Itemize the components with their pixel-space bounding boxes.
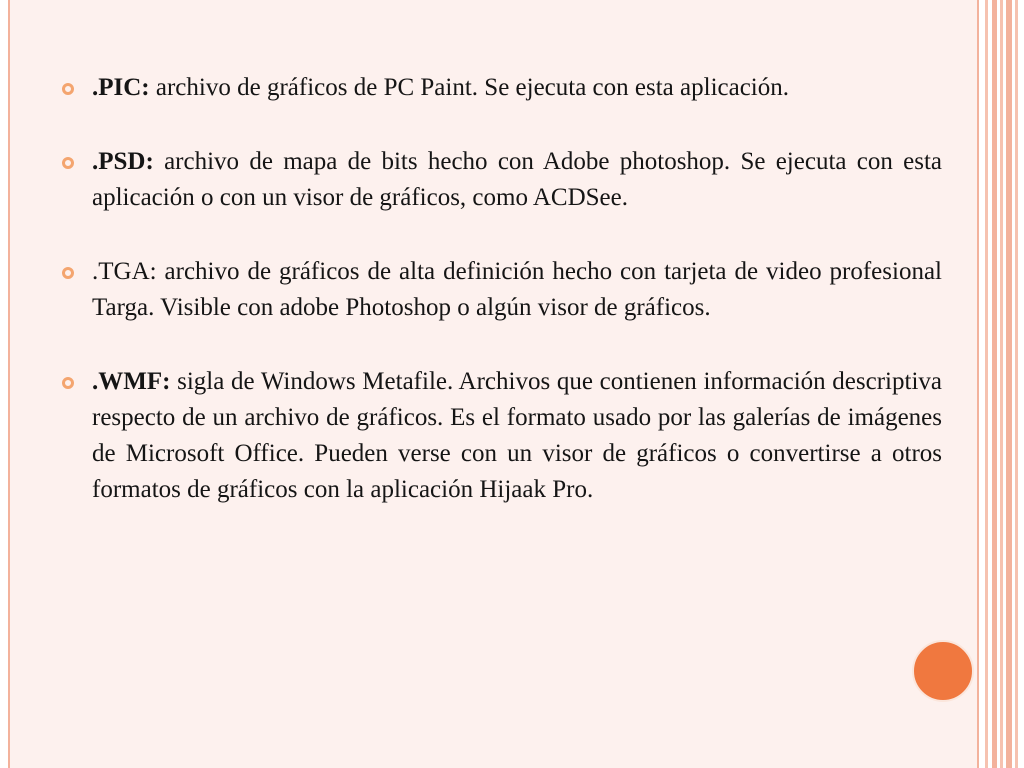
decor-stripe — [992, 0, 997, 768]
list-item — [62, 144, 942, 216]
item-text: sigla de Windows Metafile. Archivos que contienen información descriptiva respecto de un archivo de gráficos. Es el formato usado por las galerías de imágenes de Microsoft Office. Pueden verse con un visor de gráficos o convertirse a otros formatos de gráficos con la aplicación Hijaak Pro. — [92, 368, 942, 503]
circle-bullet-icon — [62, 377, 74, 389]
item-text: archivo de mapa de bits hecho con Adobe photoshop. Se ejecuta con esta aplicación o con un visor de gráficos, como ACDSee. — [92, 148, 942, 211]
circle-bullet-icon — [62, 157, 74, 169]
item-term: .WMF: — [92, 368, 171, 395]
orange-circle-icon — [912, 640, 974, 702]
item-text: archivo de gráficos de PC Paint. Se ejecuta con esta aplicación. — [149, 74, 789, 101]
circle-bullet-icon — [62, 83, 74, 95]
item-term: .PSD: — [92, 148, 154, 175]
decor-stripe — [1006, 0, 1012, 768]
list-item — [62, 364, 942, 508]
decor-stripe — [985, 0, 988, 768]
item-term: .PIC: — [92, 74, 150, 101]
list-item — [62, 254, 942, 326]
bullet-list — [62, 70, 942, 546]
decor-stripe — [1015, 0, 1018, 768]
circle-bullet-icon — [62, 267, 74, 279]
decor-stripe — [1000, 0, 1003, 768]
item-text: .TGA: archivo de gráficos de alta definición hecho con tarjeta de video profesional Targa. Visible con adobe Photoshop o algún visor de gráficos. — [92, 258, 942, 321]
list-item — [62, 70, 942, 106]
